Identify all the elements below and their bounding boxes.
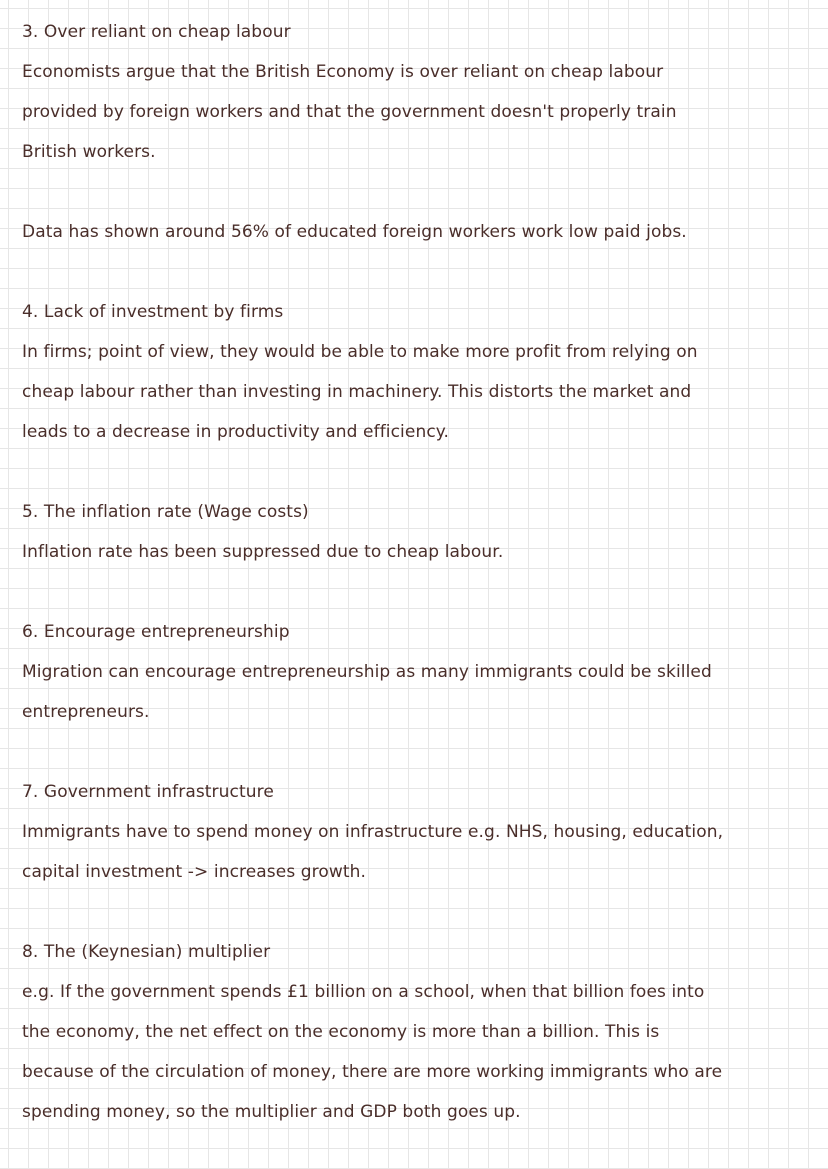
section-8-line-1: e.g. If the government spends £1 billion on a school, when that billion foes into (22, 982, 705, 1002)
section-5-heading: 5. The inflation rate (Wage costs) (22, 502, 309, 522)
section-7-line-2: capital investment -> increases growth. (22, 862, 367, 882)
blank-line (22, 172, 812, 212)
notes-page (22, 12, 812, 1132)
blank-line (22, 252, 812, 292)
section-3-data-note: Data has shown around 56% of educated foreign workers work low paid jobs. (22, 222, 687, 242)
blank-line (22, 732, 812, 772)
section-4-line-3: leads to a decrease in productivity and efficiency. (22, 422, 450, 442)
section-8-heading: 8. The (Keynesian) multiplier (22, 942, 271, 962)
blank-line (22, 452, 812, 492)
section-6-line-2: entrepreneurs. (22, 702, 150, 722)
blank-line (22, 572, 812, 612)
section-3-line-3: British workers. (22, 142, 156, 162)
section-7-line-1: Immigrants have to spend money on infrastructure e.g. NHS, housing, education, (22, 822, 724, 842)
section-3-line-2: provided by foreign workers and that the government doesn't properly train (22, 102, 677, 122)
section-8-line-2: the economy, the net effect on the economy is more than a billion. This is (22, 1022, 660, 1042)
section-5-line-1: Inflation rate has been suppressed due to cheap labour. (22, 542, 504, 562)
section-3-heading: 3. Over reliant on cheap labour (22, 22, 291, 42)
section-8-line-4: spending money, so the multiplier and GDP both goes up. (22, 1102, 521, 1122)
section-7-heading: 7. Government infrastructure (22, 782, 274, 802)
section-3-line-1: Economists argue that the British Economy is over reliant on cheap labour (22, 62, 664, 82)
section-8-line-3: because of the circulation of money, there are more working immigrants who are (22, 1062, 723, 1082)
section-4-heading: 4. Lack of investment by firms (22, 302, 284, 322)
section-6-line-1: Migration can encourage entrepreneurship as many immigrants could be skilled (22, 662, 712, 682)
section-4-line-1: In firms; point of view, they would be able to make more profit from relying on (22, 342, 698, 362)
section-6-heading: 6. Encourage entrepreneurship (22, 622, 290, 642)
section-4-line-2: cheap labour rather than investing in machinery. This distorts the market and (22, 382, 692, 402)
blank-line (22, 892, 812, 932)
